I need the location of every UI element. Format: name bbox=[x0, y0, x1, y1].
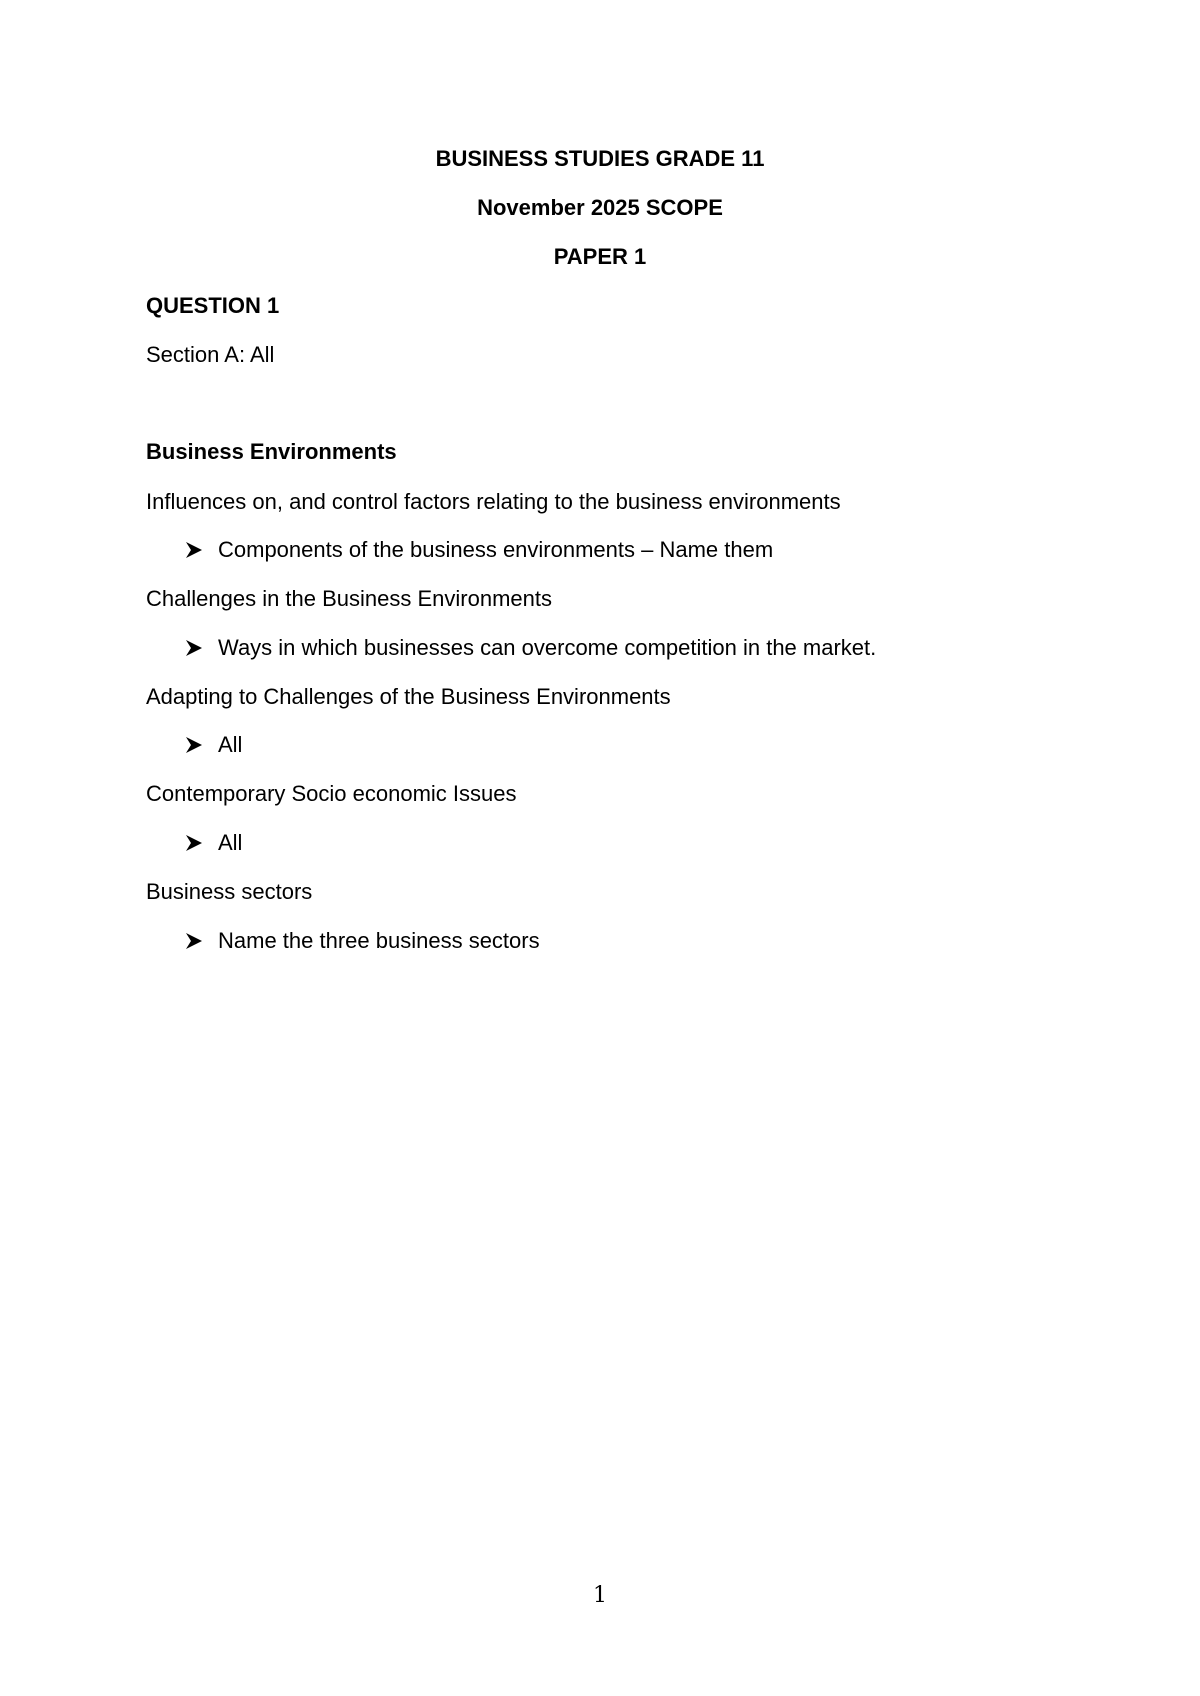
paper-label: PAPER 1 bbox=[553, 244, 647, 269]
section-line: Section A: All bbox=[146, 342, 275, 367]
arrowhead-bullet-icon bbox=[184, 540, 204, 560]
list-item bbox=[184, 536, 773, 564]
topic-label-adapting: Adapting to Challenges of the Business Environments bbox=[146, 684, 671, 709]
bullet-text: All bbox=[218, 830, 243, 855]
document-subtitle: November 2025 SCOPE bbox=[477, 195, 723, 220]
bullet-text: Components of the business environments – Name them bbox=[218, 537, 774, 562]
arrowhead-bullet-icon bbox=[184, 735, 204, 755]
document-title: BUSINESS STUDIES GRADE 11 bbox=[435, 146, 765, 171]
arrowhead-bullet-icon bbox=[184, 931, 204, 951]
list-item bbox=[184, 634, 876, 662]
arrowhead-bullet-icon bbox=[184, 833, 204, 853]
bullet-text: Name the three business sectors bbox=[218, 928, 540, 953]
topic-label-influences: Influences on, and control factors relating to the business environments bbox=[146, 489, 841, 514]
topic-heading: Business Environments bbox=[146, 439, 397, 464]
bullet-text: All bbox=[218, 732, 243, 757]
arrowhead-bullet-icon bbox=[184, 638, 204, 658]
list-item bbox=[184, 731, 242, 759]
list-item bbox=[184, 829, 242, 857]
list-item bbox=[184, 927, 540, 955]
topic-label-challenges: Challenges in the Business Environments bbox=[146, 586, 553, 611]
bullet-text: Ways in which businesses can overcome competition in the market. bbox=[218, 635, 877, 660]
topic-label-socio-economic: Contemporary Socio economic Issues bbox=[146, 781, 517, 806]
topic-label-business-sectors: Business sectors bbox=[146, 879, 313, 904]
page-number: 1 bbox=[593, 1583, 607, 1608]
question-heading: QUESTION 1 bbox=[146, 293, 280, 318]
